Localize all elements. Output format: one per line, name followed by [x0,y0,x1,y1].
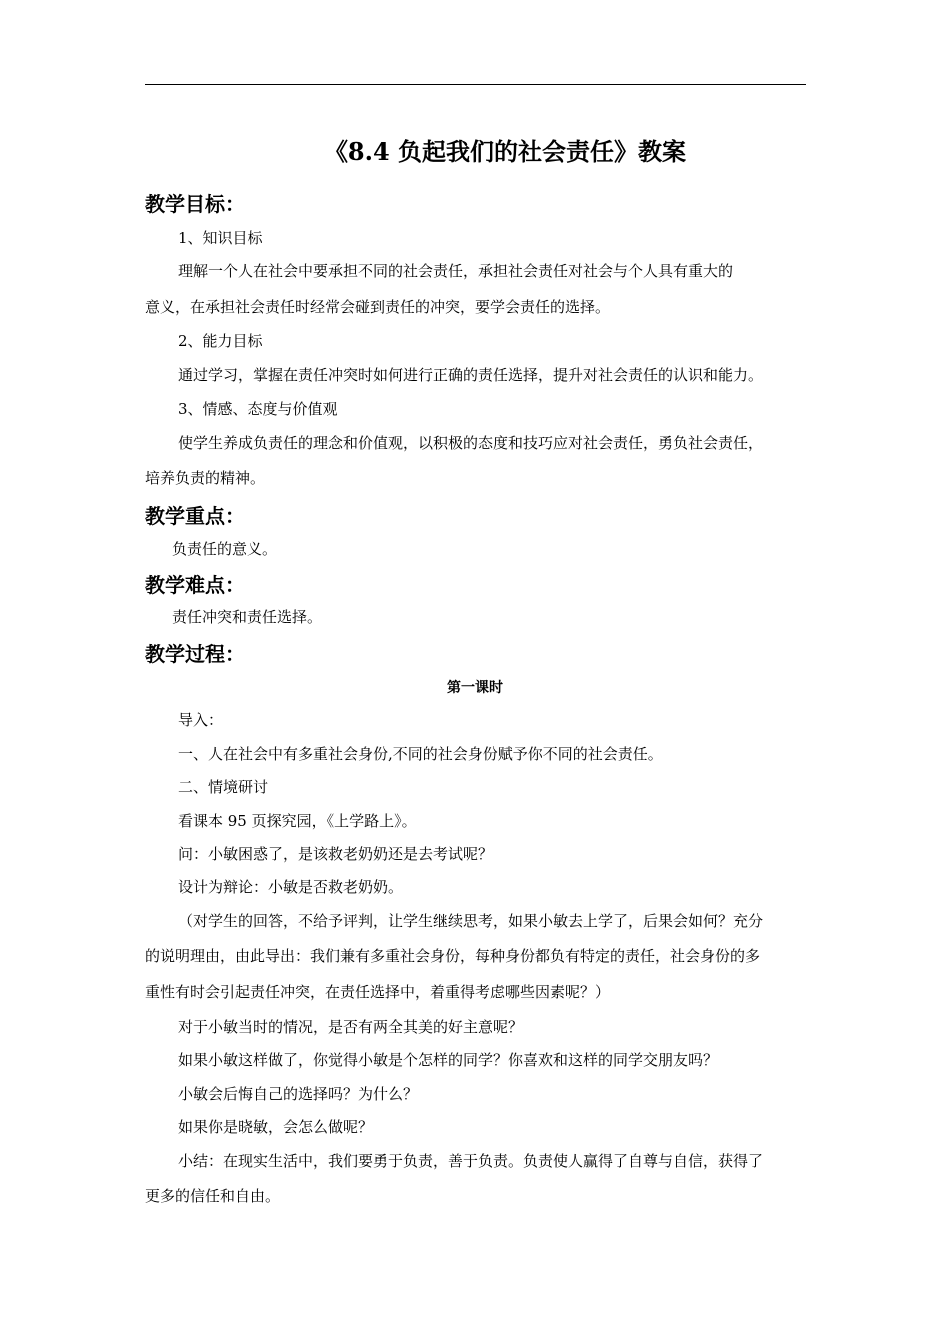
summary-line-1: 小结：在现实生活中，我们要勇于负责，善于负责。负责使人赢得了自尊与自信，获得了 [178,1152,764,1170]
process-line: 设计为辩论：小敏是否救老奶奶。 [178,878,404,896]
document-title: 《8.4 负起我们的社会责任》教案 [323,137,687,166]
process-line: 问：小敏困惑了，是该救老奶奶还是去考试呢？ [178,845,494,863]
heading-key: 教学重点： [145,504,245,528]
goal-3-label: 3、情感、态度与价值观 [178,400,338,418]
heading-difficulty: 教学难点： [145,573,245,597]
goal-1-label: 1、知识目标 [178,229,263,247]
process-line: 小敏会后悔自己的选择吗？为什么？ [178,1085,419,1103]
process-line: 导入： [178,711,224,729]
process-line: 看课本 95 页探究园，《上学路上》。 [178,812,417,830]
key-text: 负责任的意义。 [172,540,278,558]
process-line: 对于小敏当时的情况，是否有两全其美的好主意呢？ [178,1018,524,1036]
heading-goals: 教学目标： [145,192,245,216]
heading-process: 教学过程： [145,642,245,666]
summary-line-2: 更多的信任和自由。 [145,1187,281,1205]
process-line: 重性有时会引起责任冲突，在责任选择中，着重得考虑哪些因素呢？） [145,983,611,1001]
goal-1-text-1: 理解一个人在社会中要承担不同的社会责任，承担社会责任对社会与个人具有重大的 [178,262,734,280]
goal-1-text-2: 意义，在承担社会责任时经常会碰到责任的冲突，要学会责任的选择。 [145,298,611,316]
difficulty-text: 责任冲突和责任选择。 [172,608,323,626]
goal-2-label: 2、能力目标 [178,332,263,350]
goal-3-text-1: 使学生养成负责任的理念和价值观，以积极的态度和技巧应对社会责任，勇负社会责任， [178,434,764,452]
process-line: 一、人在社会中有多重社会身份,不同的社会身份赋予你不同的社会责任。 [178,745,663,763]
lesson-subtitle: 第一课时 [447,680,503,696]
process-line: 如果小敏这样做了，你觉得小敏是个怎样的同学？你喜欢和这样的同学交朋友吗？ [178,1051,719,1069]
process-line: 的说明理由，由此导出：我们兼有多重社会身份，每种身份都负有特定的责任，社会身份的多 [145,947,761,965]
process-line: 如果你是晓敏，会怎么做呢？ [178,1118,374,1136]
process-line: 二、情境研讨 [178,778,269,796]
process-line: （对学生的回答，不给予评判，让学生继续思考，如果小敏去上学了，后果会如何？充分 [178,912,764,930]
goal-3-text-2: 培养负责的精神。 [145,469,266,487]
header-rule [145,84,806,85]
goal-2-text-1: 通过学习，掌握在责任冲突时如何进行正确的责任选择，提升对社会责任的认识和能力。 [178,366,764,384]
